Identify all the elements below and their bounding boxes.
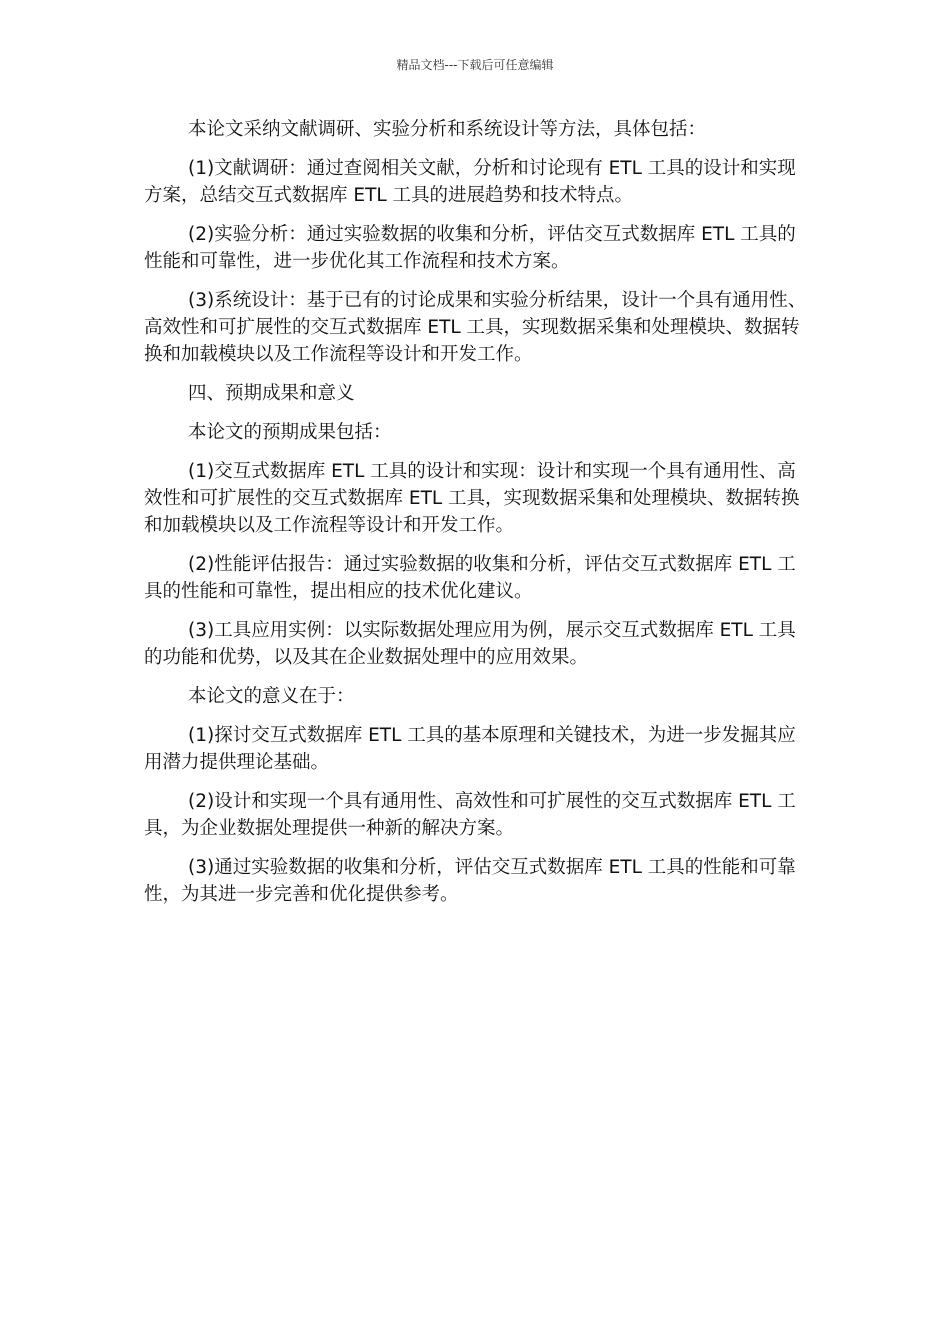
paragraph-outcomes-intro: 本论文的预期成果包括： (188, 422, 392, 443)
document-body (144, 116, 808, 920)
paragraph-outcome-3: (3)工具应用实例：以实际数据处理应用为例，展示交互式数据库 ETL 工具的功能和优势，以及其在企业数据处理中的应用效果。 (144, 620, 796, 668)
paragraph-literature-research: (1)文献调研：通过查阅相关文献，分析和讨论现有 ETL 工具的设计和实现方案，总结交互式数据库 ETL 工具的进展趋势和技术特点。 (144, 158, 796, 206)
paragraph-experiment-analysis: (2)实验分析：通过实验数据的收集和分析，评估交互式数据库 ETL 工具的性能和可靠性，进一步优化其工作流程和技术方案。 (144, 224, 796, 272)
paragraph-significance-intro: 本论文的意义在于： (188, 686, 355, 707)
section-heading: 四、预期成果和意义 (188, 383, 355, 404)
paragraph-outcome-2: (2)性能评估报告：通过实验数据的收集和分析，评估交互式数据库 ETL 工具的性能和可靠性，提出相应的技术优化建议。 (144, 554, 796, 602)
paragraph-significance-3: (3)通过实验数据的收集和分析，评估交互式数据库 ETL 工具的性能和可靠性，为其进一步完善和优化提供参考。 (144, 857, 796, 905)
paragraph-outcome-1: (1)交互式数据库 ETL 工具的设计和实现：设计和实现一个具有通用性、高效性和可扩展性的交互式数据库 ETL 工具，实现数据采集和处理模块、数据转换和加载模块以及工作流程等设计和开发工作。 (144, 461, 800, 536)
paragraph-significance-2: (2)设计和实现一个具有通用性、高效性和可扩展性的交互式数据库 ETL 工具，为企业数据处理提供一种新的解决方案。 (144, 791, 796, 839)
paragraph-significance-1: (1)探讨交互式数据库 ETL 工具的基本原理和关键技术，为进一步发掘其应用潜力提供理论基础。 (144, 725, 796, 773)
paragraph-methods-intro: 本论文采纳文献调研、实验分析和系统设计等方法，具体包括： (188, 119, 707, 140)
page-header: 精品文档---下载后可任意编辑 (396, 58, 554, 72)
paragraph-system-design: (3)系统设计：基于已有的讨论成果和实验分析结果，设计一个具有通用性、高效性和可扩展性的交互式数据库 ETL 工具，实现数据采集和处理模块、数据转换和加载模块以及工作流程等设计和开发工作。 (144, 290, 807, 365)
